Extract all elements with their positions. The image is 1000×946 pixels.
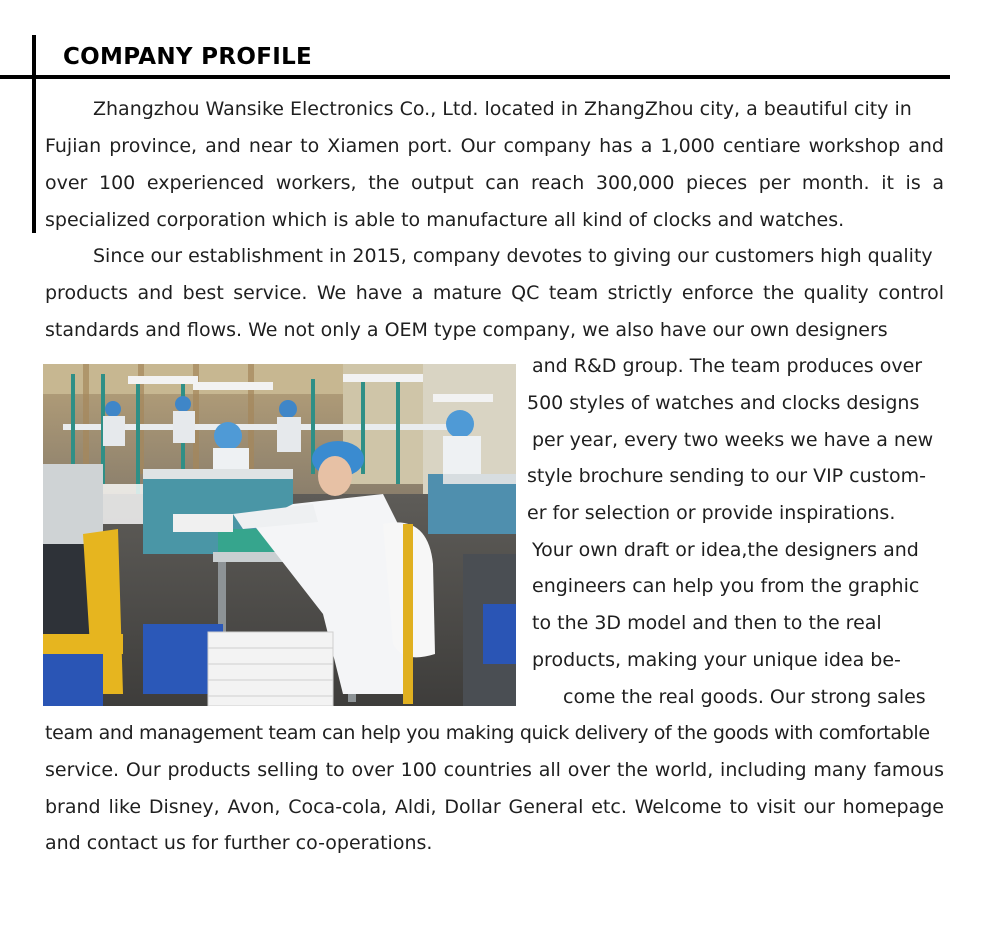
text-line: per year, every two weeks we have a new — [532, 429, 934, 451]
text-line: to the 3D model and then to the real — [532, 612, 882, 634]
text-line: over 100 experienced workers, the output can reach 300,000 pieces per month. it is a — [45, 172, 944, 194]
text-line: products, making your unique idea be- — [532, 649, 901, 671]
text-line: engineers can help you from the graphic — [532, 575, 920, 597]
text-line: er for selection or provide inspirations. — [527, 502, 896, 524]
factory-workshop-photo — [43, 364, 516, 706]
text-line: Fujian province, and near to Xiamen port. Our company has a 1,000 centiare workshop and — [45, 135, 944, 157]
text-line: Your own draft or idea,the designers and — [532, 539, 919, 561]
text-line: and R&D group. The team produces over — [532, 355, 923, 377]
text-line: come the real goods. Our strong sales — [563, 686, 926, 708]
text-line: Zhangzhou Wansike Electronics Co., Ltd. located in ZhangZhou city, a beautiful city in — [93, 98, 912, 120]
text-line: products and best service. We have a mature QC team strictly enforce the quality control — [45, 282, 944, 304]
text-line: brand like Disney, Avon, Coca-cola, Aldi, Dollar General etc. Welcome to visit our homepage — [45, 796, 944, 818]
text-line: specialized corporation which is able to manufacture all kind of clocks and watches. — [45, 209, 845, 231]
text-line: service. Our products selling to over 100 countries all over the world, including many famous — [45, 759, 944, 781]
text-line: 500 styles of watches and clocks designs — [527, 392, 920, 414]
text-line: and contact us for further co-operations. — [45, 832, 433, 854]
title-horizontal-rule — [0, 75, 950, 79]
text-line: standards and flows. We not only a OEM type company, we also have our own designers — [45, 319, 888, 341]
text-line: style brochure sending to our VIP custom- — [527, 465, 926, 487]
text-line: Since our establishment in 2015, company devotes to giving our customers high quality — [93, 245, 933, 267]
text-line: team and management team can help you making quick delivery of the goods with comfortable — [45, 722, 930, 744]
title-vertical-rule — [32, 35, 36, 233]
page-title: COMPANY PROFILE — [63, 44, 313, 70]
